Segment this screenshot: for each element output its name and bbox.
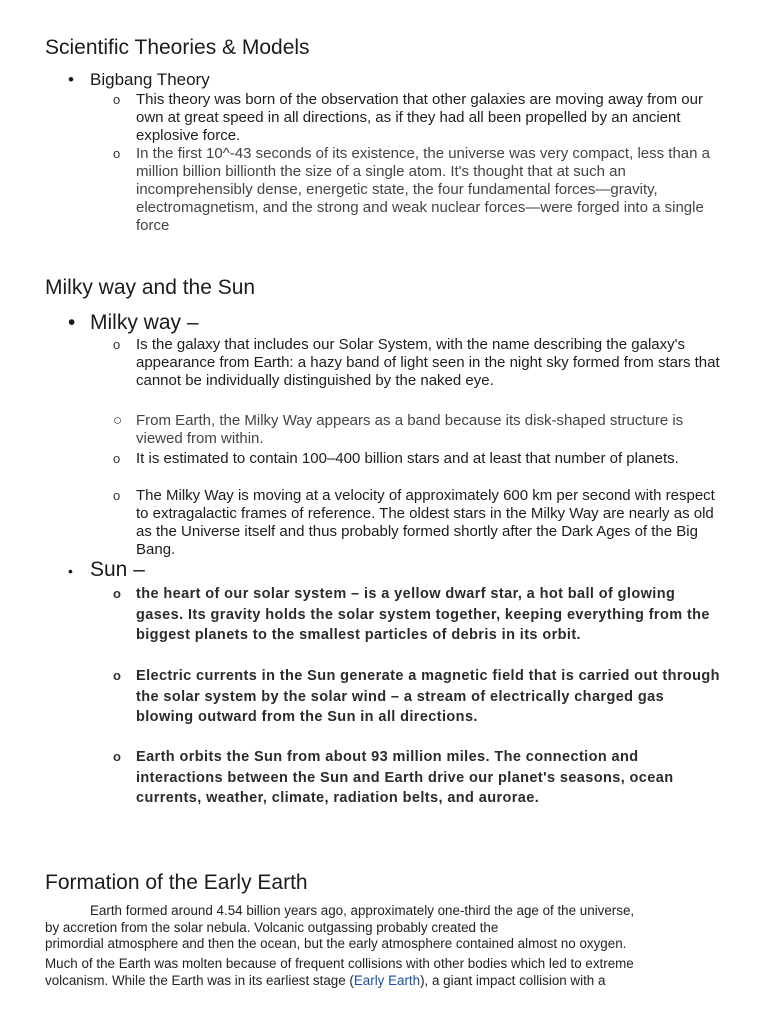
paragraph-line: Much of the Earth was molten because of frequent collisions with other bodies which led to extreme <box>45 956 634 971</box>
list-item-bigbang <box>68 70 210 90</box>
sub-item <box>113 747 725 809</box>
sub-item <box>113 584 725 646</box>
sub-item-text: The Milky Way is moving at a velocity of approximately 600 km per second with respect to extragalactic frames of reference. The oldest stars in the Milky Way are nearly as old as the Universe itself and thus probably formed shortly after the Dark Ages of the Big Bang. <box>136 487 715 558</box>
sub-marker: o <box>113 146 121 161</box>
sub-item-text: Earth orbits the Sun from about 93 million miles. The connection and interactions between the Sun and Earth drive our planet's seasons, ocean currents, weather, climate, radiation belts, and aurorae. <box>136 749 674 806</box>
sub-marker: o <box>113 668 122 683</box>
sub-item <box>113 91 725 145</box>
list-item-sun <box>68 558 145 582</box>
list-item-label: Milky way – <box>90 311 199 334</box>
heading-formation-early-earth: Formation of the Early Earth <box>45 871 308 894</box>
list-item-label: Sun – <box>90 558 145 581</box>
sub-item-text: Is the galaxy that includes our Solar System, with the name describing the galaxy's appearance from Earth: a hazy band of light seen in the night sky formed from stars that cannot be individually distinguished by the naked eye. <box>136 336 720 389</box>
paragraph-line: by accretion from the solar nebula. Volcanic outgassing probably created the <box>45 919 499 935</box>
bullet-marker: • <box>68 70 74 89</box>
sub-marker: o <box>113 749 122 764</box>
paragraph-line: primordial atmosphere and then the ocean, but the early atmosphere contained almost no oxygen. <box>45 936 627 951</box>
sub-item <box>113 412 725 448</box>
sub-item-text: Electric currents in the Sun generate a magnetic field that is carried out through the solar system by the solar wind – a stream of electrically charged gas blowing outward from the Sun in all directions. <box>136 668 720 725</box>
sub-item-text: In the first 10^-43 seconds of its existence, the universe was very compact, less than a million billion billionth the size of a single atom. It's thought that at such an incomprehensibly dense, energetic state, the four fundamental forces—gravity, electromagnetism, and the strong and weak nuclear forces—were forged into a single force <box>136 145 710 234</box>
paragraph-line: Earth formed around 4.54 billion years ago, approximately one-third the age of the universe, <box>90 903 635 918</box>
sub-marker: o <box>113 337 121 352</box>
paragraph-text: ), a giant impact collision with a <box>420 972 606 988</box>
sub-item <box>113 450 725 468</box>
sub-marker: ○ <box>113 412 123 429</box>
sub-item <box>113 336 725 390</box>
sub-item-text: the heart of our solar system – is a yellow dwarf star, a hot ball of glowing gases. Its gravity holds the solar system together, keeping everything from the biggest planets to the smallest particles of debris in its orbit. <box>136 586 710 643</box>
bullet-marker: • <box>68 311 76 334</box>
early-earth-link[interactable]: Early Earth <box>353 972 421 988</box>
paragraph-line <box>45 973 715 990</box>
sub-item-text: From Earth, the Milky Way appears as a band because its disk-shaped structure is viewed from within. <box>136 412 684 447</box>
list-item-label: Bigbang Theory <box>90 70 210 89</box>
paragraph-formation <box>45 903 715 953</box>
sub-item <box>113 666 725 728</box>
sub-item-text: This theory was born of the observation that other galaxies are moving away from our own at great speed in all directions, as if they had all been propelled by an ancient explosive force. <box>136 91 703 144</box>
list-item-milky-way <box>68 311 199 335</box>
sub-item <box>113 487 725 559</box>
sub-marker: o <box>113 488 121 503</box>
paragraph-molten <box>45 956 715 989</box>
sub-marker: o <box>113 451 121 466</box>
paragraph-text: volcanism. While the Earth was in its earliest stage ( <box>45 972 354 988</box>
heading-milky-way-sun: Milky way and the Sun <box>45 276 256 299</box>
sub-item-text: It is estimated to contain 100–400 billion stars and at least that number of planets. <box>136 450 679 467</box>
sub-item <box>113 145 725 235</box>
sub-marker: o <box>113 586 122 601</box>
sub-marker: o <box>113 92 121 107</box>
heading-scientific-theories: Scientific Theories & Models <box>45 36 310 59</box>
bullet-marker: • <box>68 563 73 579</box>
